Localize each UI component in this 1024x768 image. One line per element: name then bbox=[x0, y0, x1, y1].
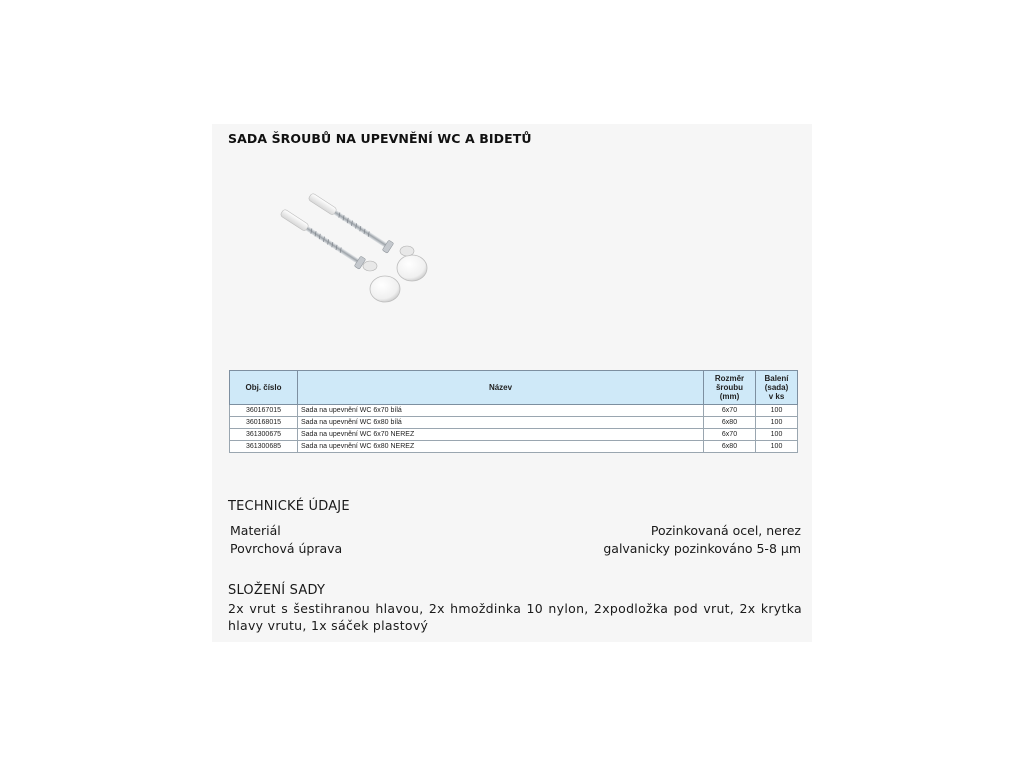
screw-size: 6x80 bbox=[704, 441, 756, 453]
package-count: 100 bbox=[756, 429, 798, 441]
product-name: Sada na upevnění WC 6x80 bílá bbox=[298, 417, 704, 429]
header-screw-size: Rozměr šroubu (mm) bbox=[704, 371, 756, 405]
package-count: 100 bbox=[756, 405, 798, 417]
tech-value: galvanicky pozinkováno 5-8 µm bbox=[603, 541, 801, 556]
screw-set-icon bbox=[272, 188, 432, 308]
header-name: Název bbox=[298, 371, 704, 405]
screw-size: 6x70 bbox=[704, 405, 756, 417]
header-package: Balení (sada) v ks bbox=[756, 371, 798, 405]
table-row bbox=[230, 417, 798, 429]
composition-heading: SLOŽENÍ SADY bbox=[228, 583, 326, 598]
table-row bbox=[230, 429, 798, 441]
product-name: Sada na upevnění WC 6x80 NEREZ bbox=[298, 441, 704, 453]
product-name: Sada na upevnění WC 6x70 bílá bbox=[298, 405, 704, 417]
order-number: 361300685 bbox=[230, 441, 298, 453]
composition-text: 2x vrut s šestihranou hlavou, 2x hmoždinka 10 nylon, 2xpodložka pod vrut, 2x krytka hlavy vrutu, 1x sáček plastový bbox=[228, 601, 802, 633]
page-title: SADA ŠROUBŮ NA UPEVNĚNÍ WC A BIDETŮ bbox=[228, 131, 532, 146]
product-table bbox=[229, 370, 798, 453]
order-number: 360167015 bbox=[230, 405, 298, 417]
table-header-row bbox=[230, 371, 798, 405]
tech-row-material bbox=[230, 523, 801, 540]
tech-label: Materiál bbox=[230, 523, 281, 538]
tech-label: Povrchová úprava bbox=[230, 541, 343, 556]
screw-size: 6x70 bbox=[704, 429, 756, 441]
header-order-number: Obj. číslo bbox=[230, 371, 298, 405]
package-count: 100 bbox=[756, 441, 798, 453]
tech-row-surface bbox=[230, 541, 801, 558]
screw-size: 6x80 bbox=[704, 417, 756, 429]
table-row bbox=[230, 441, 798, 453]
product-name: Sada na upevnění WC 6x70 NEREZ bbox=[298, 429, 704, 441]
tech-value: Pozinkovaná ocel, nerez bbox=[650, 523, 801, 538]
order-number: 360168015 bbox=[230, 417, 298, 429]
tech-heading: TECHNICKÉ ÚDAJE bbox=[228, 499, 350, 514]
package-count: 100 bbox=[756, 417, 798, 429]
table-row bbox=[230, 405, 798, 417]
order-number: 361300675 bbox=[230, 429, 298, 441]
